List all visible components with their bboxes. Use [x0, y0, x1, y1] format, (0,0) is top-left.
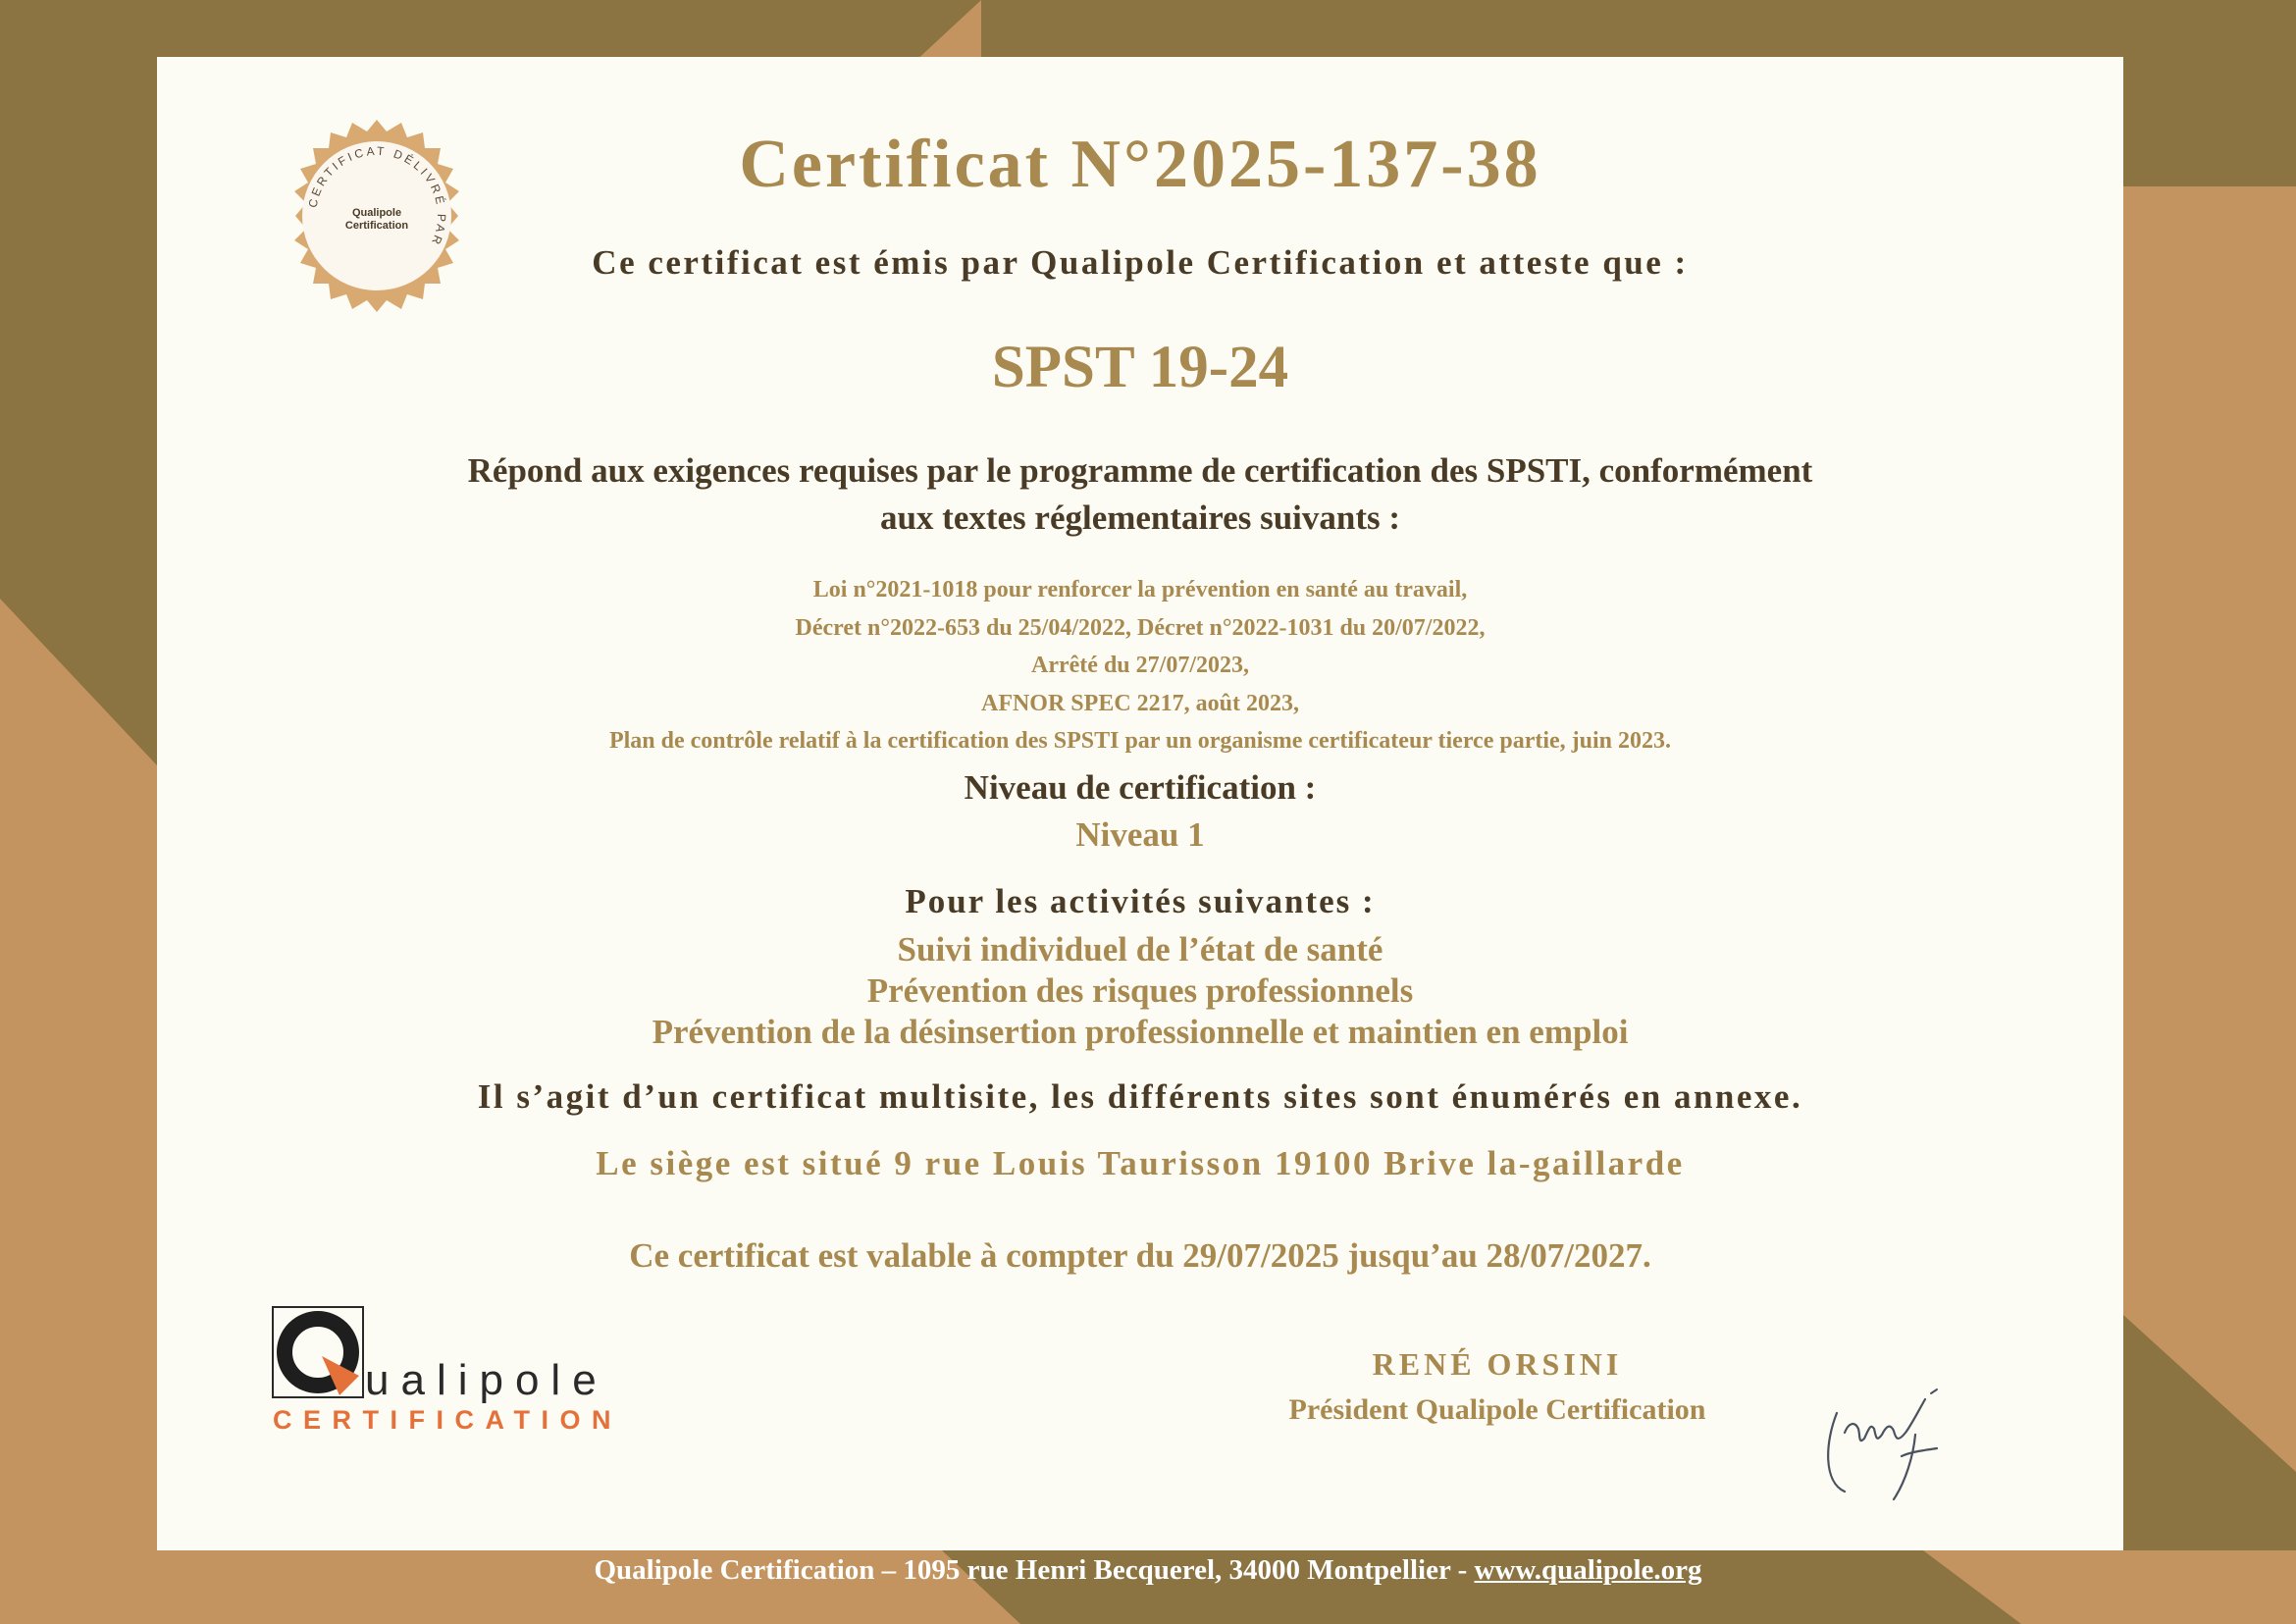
requirements-text: [157, 447, 2123, 542]
certificate-title: Certificat N°2025-137-38: [739, 127, 1541, 202]
validity-period: Ce certificat est valable à compter du 29/07/2025 jusqu’au 28/07/2027.: [629, 1236, 1651, 1275]
signer-role: Président Qualipole Certification: [1288, 1393, 1706, 1426]
footer: [0, 1554, 2296, 1587]
regulation-item: Arrêté du 27/07/2023,: [1031, 653, 1249, 678]
handwritten-signature: [1815, 1374, 1953, 1511]
level-label: Niveau de certification :: [964, 768, 1317, 807]
seal-line2: Certification: [344, 220, 409, 232]
activities-label: Pour les activités suivantes :: [905, 882, 1376, 920]
requirements-line: aux textes réglementaires suivants :: [879, 498, 1401, 537]
footer-address: Qualipole Certification – 1095 rue Henri Becquerel, 34000 Montpellier -: [594, 1554, 1475, 1586]
organization-name: SPST 19-24: [991, 335, 1289, 400]
regulation-item: AFNOR SPEC 2217, août 2023,: [980, 690, 1299, 716]
regulation-item: Décret n°2022-653 du 25/04/2022, Décret n°2022-1031 du 20/07/2022,: [795, 614, 1486, 641]
signer-name: RENÉ ORSINI: [1372, 1346, 1623, 1382]
activities-list: [157, 929, 2123, 1053]
logo-subtitle: CERTIFICATION: [273, 1405, 622, 1435]
regulations-list: [157, 571, 2123, 760]
seal-line1: Qualipole: [351, 207, 402, 219]
regulation-item: Plan de contrôle relatif à la certification des SPSTI par un organisme certificateur tierce partie, juin 2023.: [608, 728, 1672, 754]
multisite-note: Il s’agit d’un certificat multisite, les différents sites sont énumérés en annexe.: [477, 1077, 1803, 1116]
level-value: Niveau 1: [1075, 815, 1205, 854]
seal-ring-text: CERTIFICAT DÉLIVRÉ PAR: [305, 143, 449, 249]
footer-website-link[interactable]: www.qualipole.org: [1474, 1554, 1702, 1586]
logo-wordmark: ualipole: [365, 1356, 608, 1404]
logo-q-icon: [271, 1305, 365, 1399]
activity-item: Prévention de la désinsertion professionnelle et maintien en emploi: [652, 1013, 1629, 1051]
qualipole-logo: [271, 1305, 644, 1442]
headquarters-address: Le siège est situé 9 rue Louis Taurisson 19100 Brive la-gaillarde: [596, 1144, 1685, 1182]
intro-text: Ce certificat est émis par Qualipole Certification et atteste que :: [592, 243, 1689, 282]
requirements-line: Répond aux exigences requises par le programme de certification des SPSTI, conformément: [467, 451, 1813, 490]
activity-item: Prévention des risques professionnels: [866, 971, 1414, 1010]
regulation-item: Loi n°2021-1018 pour renforcer la prévention en santé au travail,: [812, 577, 1468, 602]
activity-item: Suivi individuel de l’état de santé: [897, 930, 1383, 969]
